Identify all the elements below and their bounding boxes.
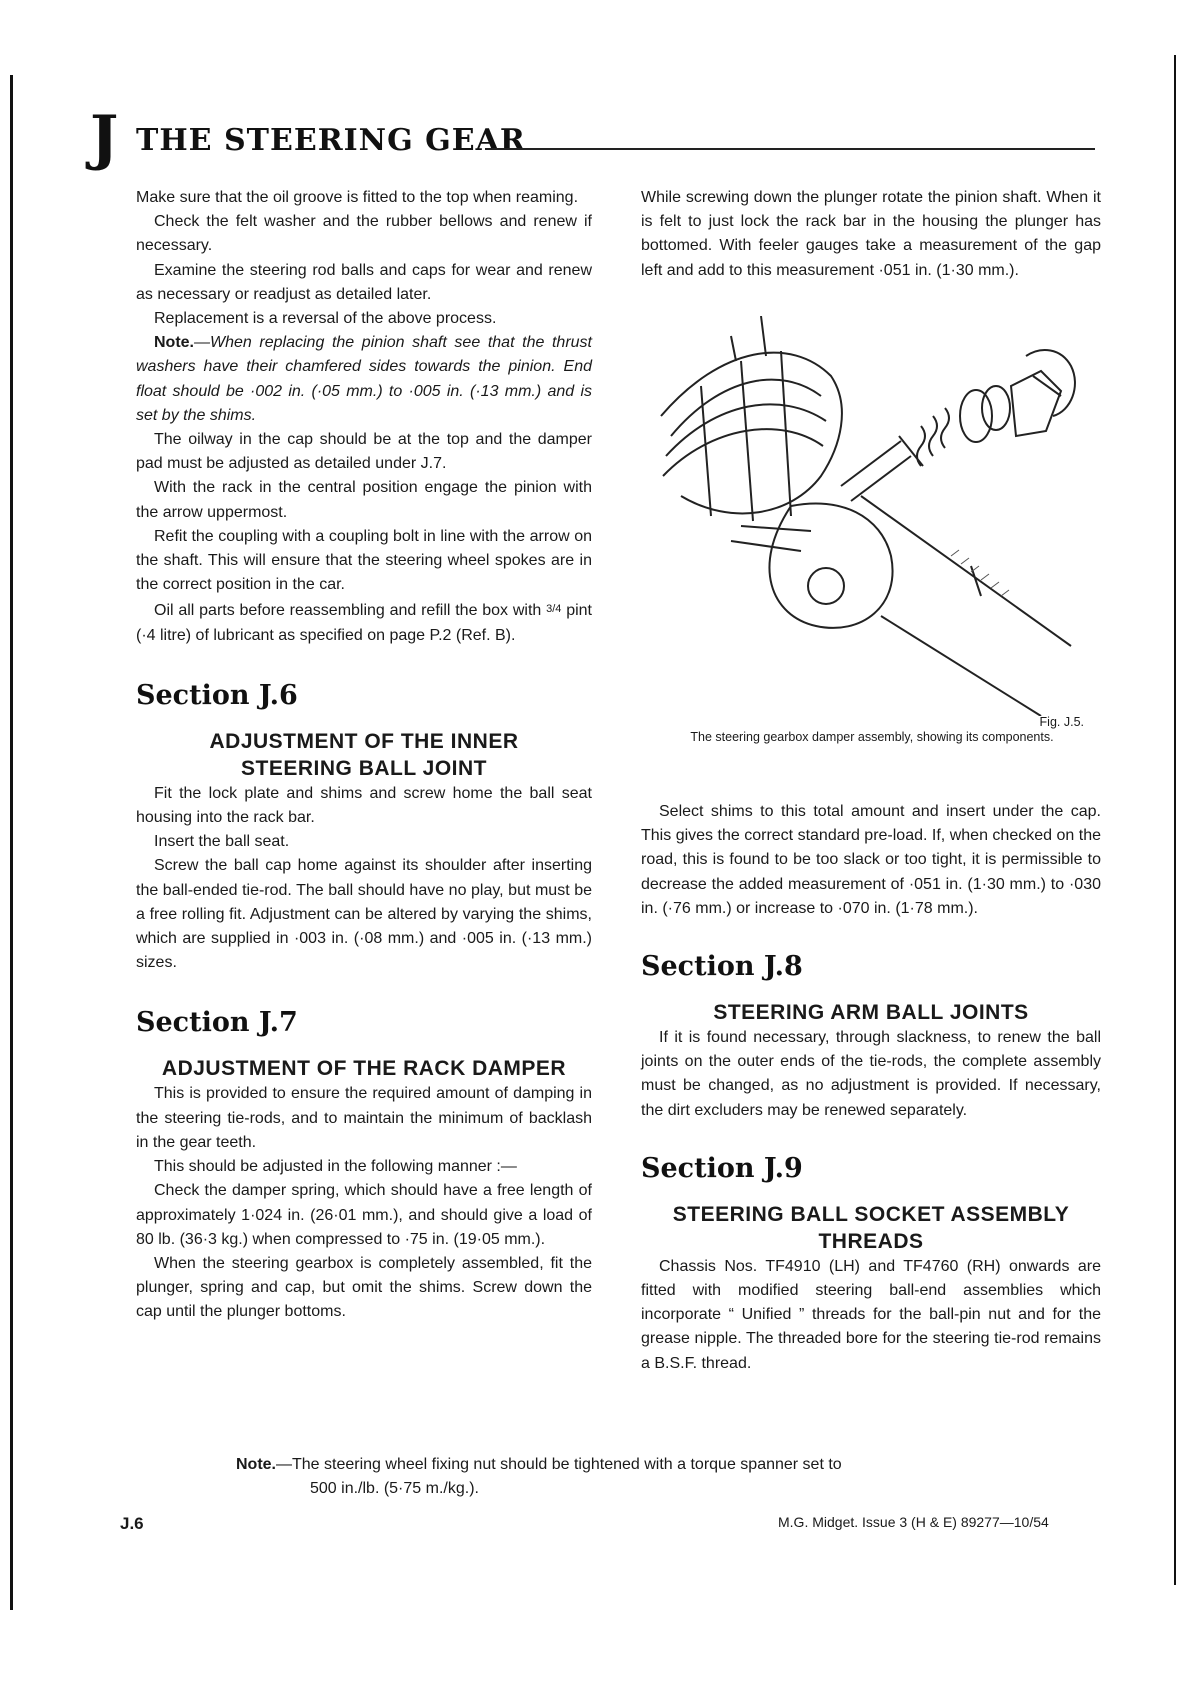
- note-text: —When replacing the pinion shaft see that the thrust washers have their chamfered sides towards the pinion. End float should be ·002 in. (·05 mm.) to ·005 in. (·13 mm.) and is set by the shims.: [136, 334, 592, 424]
- left-column: [136, 186, 592, 1325]
- paragraph: Replacement is a reversal of the above process.: [154, 310, 497, 328]
- page-number: J.6: [120, 1514, 144, 1533]
- issue-line: M.G. Midget. Issue 3 (H & E) 89277—10/54: [778, 1514, 1049, 1530]
- section-subheading: STEERING BALL SOCKET ASSEMBLY THREADS: [672, 1202, 1070, 1253]
- right-margin-rule: [1174, 55, 1176, 1585]
- left-margin-rule: [10, 75, 13, 1610]
- paragraph: If it is found necessary, through slackness, to renew the ball joints on the outer ends of the tie-rods, the complete assembly must be changed, as no adjustment is provided. If necessary, the dirt excluders may be renewed separately.: [641, 1029, 1101, 1119]
- figure-caption: [660, 715, 1084, 745]
- paragraph: When the steering gearbox is completely assembled, fit the plunger, spring and cap, but omit the shims. Screw down the cap until the plunger bottoms.: [136, 1254, 592, 1321]
- paragraph: Select shims to this total amount and insert under the cap. This gives the correct standard pre-load. If, when checked on the road, this is found to be too slack or too tight, it is permissible to decrease the added measurement of ·051 in. (1·30 mm.) to ·030 in. (·76 mm.) or increase to ·070 in. (1·78 mm.).: [641, 803, 1101, 917]
- footer-note: [236, 1453, 1036, 1501]
- chapter-title: THE STEERING GEAR: [136, 123, 526, 158]
- paragraph: While screwing down the plunger rotate the pinion shaft. When it is felt to just lock the rack bar in the housing the plunger has bottomed. With feeler gauges take a measurement of the gap left and add to this measurement ·051 in. (1·30 mm.).: [641, 189, 1101, 279]
- paragraph: Fit the lock plate and shims and screw home the ball seat housing into the rack bar.: [136, 784, 592, 827]
- paragraph: This is provided to ensure the required amount of damping in the steering tie-rods, and to maintain the minimum of backlash in the gear teeth.: [136, 1085, 592, 1151]
- chapter-letter: J: [90, 103, 119, 173]
- paragraph: Insert the ball seat.: [154, 833, 290, 851]
- text-run: Oil all parts before reassembling and refill the box with: [154, 602, 547, 620]
- text-run: pint (·4 litre) of lubricant as specified on page P.2 (Ref. B).: [136, 602, 592, 644]
- note-label: Note.: [236, 1456, 276, 1473]
- right-column-bottom: [641, 800, 1101, 1376]
- section-heading-j7: Section J.7: [136, 1007, 298, 1039]
- page-header: [90, 103, 1100, 173]
- section-subheading: STEERING ARM BALL JOINTS: [713, 1001, 1029, 1025]
- section-heading-j8: Section J.8: [641, 951, 803, 983]
- header-rule: [485, 148, 1095, 150]
- section-subheading: ADJUSTMENT OF THE RACK DAMPER: [161, 1057, 567, 1081]
- figure-caption-text: The steering gearbox damper assembly, showing its components.: [690, 730, 1054, 744]
- damper-assembly-illustration: [641, 316, 1101, 716]
- paragraph: Screw the ball cap home against its shoulder after inserting the ball-ended tie-rod. The ball should have no play, but must be a free rolling fit. Adjustment can be altered by varying the shims, which are supplied in ·003 in. (·08 mm.) and ·005 in. (·13 mm.) sizes.: [136, 857, 592, 972]
- figure-number: Fig. J.5.: [1039, 715, 1084, 729]
- paragraph: Refit the coupling with a coupling bolt in line with the arrow on the shaft. This will ensure that the steering wheel spokes are in the correct position in the car.: [136, 527, 592, 594]
- paragraph: Chassis Nos. TF4910 (LH) and TF4760 (RH) onwards are fitted with modified steering ball-end assemblies which incorporate “ Unified ” threads for the ball-pin nut and for the grease nipple. The threaded bore for the steering tie-rod remains a B.S.F. thread.: [641, 1257, 1101, 1372]
- section-subheading: ADJUSTMENT OF THE INNER STEERING BALL JOINT: [209, 729, 519, 780]
- section-heading-j6: Section J.6: [136, 679, 298, 711]
- figure-damper-assembly: [641, 316, 1101, 716]
- note-label: Note.: [154, 334, 194, 352]
- paragraph: With the rack in the central position engage the pinion with the arrow uppermost.: [136, 479, 592, 521]
- paragraph: Make sure that the oil groove is fitted to the top when reaming.: [136, 189, 579, 206]
- right-column-top: [641, 186, 1101, 283]
- note-text: —The steering wheel fixing nut should be tightened with a torque spanner set to: [276, 1456, 842, 1473]
- paragraph: Examine the steering rod balls and caps for wear and renew as necessary or readjust as detailed later.: [136, 261, 592, 303]
- note-paragraph: [136, 331, 592, 428]
- note-text-line2: 500 in./lb. (5·75 m./kg.).: [310, 1480, 479, 1497]
- paragraph: Check the damper spring, which should have a free length of approximately 1·024 in. (26·01 mm.), and should give a load of 80 lb. (36·3 kg.) when compressed to ·75 in. (19·05 mm.).: [136, 1182, 592, 1248]
- section-heading-j9: Section J.9: [641, 1152, 803, 1184]
- paragraph: [136, 597, 592, 647]
- fraction: 3/4: [546, 603, 562, 616]
- paragraph: Check the felt washer and the rubber bellows and renew if necessary.: [136, 213, 592, 255]
- paragraph: The oilway in the cap should be at the top and the damper pad must be adjusted as detailed under J.7.: [136, 431, 592, 473]
- paragraph: This should be adjusted in the following manner :—: [154, 1158, 517, 1176]
